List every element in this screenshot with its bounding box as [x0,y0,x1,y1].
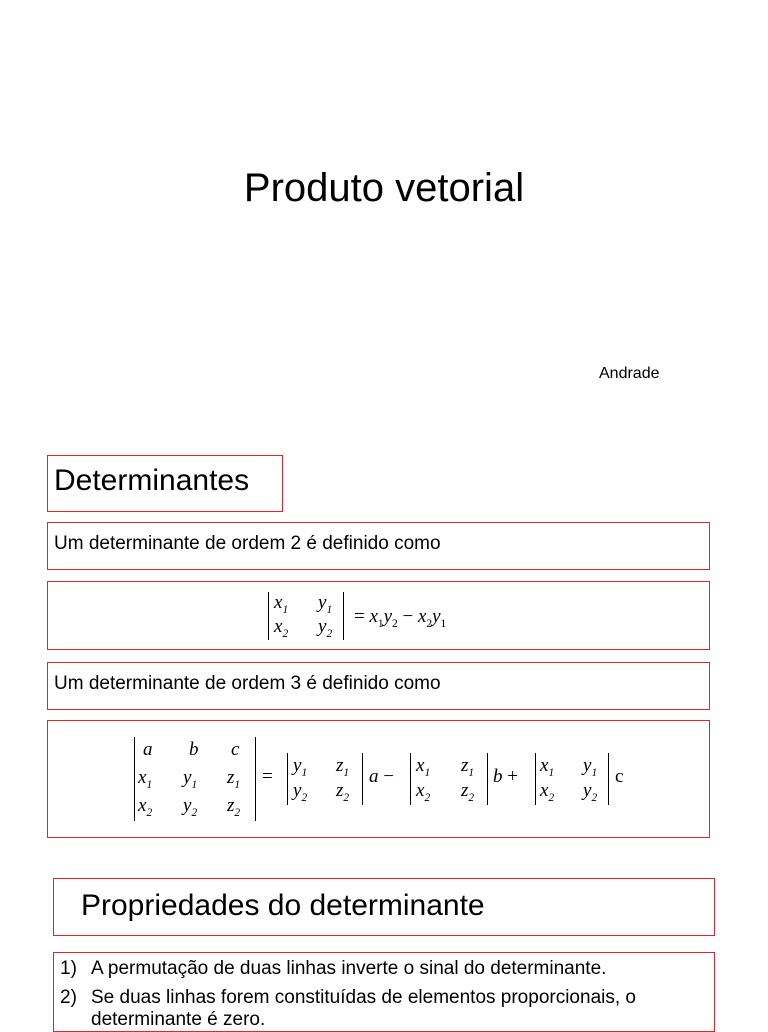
minor2-z2: $z_2$ [461,780,475,804]
det3-y2: $y_2$ [183,795,198,819]
minor3-x2: $x_2$ [540,780,555,804]
det3-x1: $x_1$ [138,767,153,791]
section-heading-propriedades: Propriedades do determinante [53,878,715,936]
minor2-z1: $z_1$ [461,755,475,779]
det3-a: a [143,739,153,760]
minor2-x2: $x_2$ [416,780,431,804]
minor1-z2: $z_2$ [336,780,350,804]
det3-b: b [189,739,199,760]
list-item-text: A permutação de duas linhas inverte o sinal do determinante. [91,958,607,979]
det3-y1: $y_1$ [183,767,198,791]
order3-equation [47,720,710,838]
minor3-y2: $y_2$ [583,780,598,804]
order3-definition-text: Um determinante de ordem 3 é definido como [47,662,710,710]
minor1-bars [287,753,363,805]
list-item-number: 1) [60,958,77,979]
minor3-x1: $x_1$ [540,755,555,779]
minus-term: a − [369,766,394,787]
minor2-x1: $x_1$ [416,755,431,779]
order2-equation [47,581,710,650]
det2-rhs: = $x_1y_2 - x_2y_1$ [354,606,447,630]
det3-bars [134,737,256,821]
minor2-bars [410,753,488,805]
tail-term: c [615,766,624,787]
det3-equals: = [262,766,273,787]
det2-x2: $x_2$ [274,616,289,640]
det2-y1: $y_1$ [318,592,333,616]
list-item-text: Se duas linhas forem constituídas de elementos proporcionais, o determinante é zero. [91,987,636,1030]
minor1-y1: $y_1$ [293,755,308,779]
author-name: Andrade [599,365,660,382]
det3-x2: $x_2$ [138,795,153,819]
det3-z1: $z_1$ [227,767,241,791]
plus-term: b + [493,766,518,787]
det3-c: c [231,739,240,760]
minor1-z1: $z_1$ [336,755,350,779]
det2-y2: $y_2$ [318,616,333,640]
det2-x1: $x_1$ [274,592,289,616]
minor1-y2: $y_2$ [293,780,308,804]
det3-z2: $z_2$ [227,795,241,819]
section-heading-determinantes: Determinantes [47,455,283,512]
page-title: Produto vetorial [243,166,525,210]
det2-bars [268,592,344,640]
properties-list [53,952,715,1032]
list-item-number: 2) [60,987,77,1008]
order2-definition-text: Um determinante de ordem 2 é definido como [47,522,710,570]
minor3-bars [535,753,609,805]
minor3-y1: $y_1$ [583,755,598,779]
